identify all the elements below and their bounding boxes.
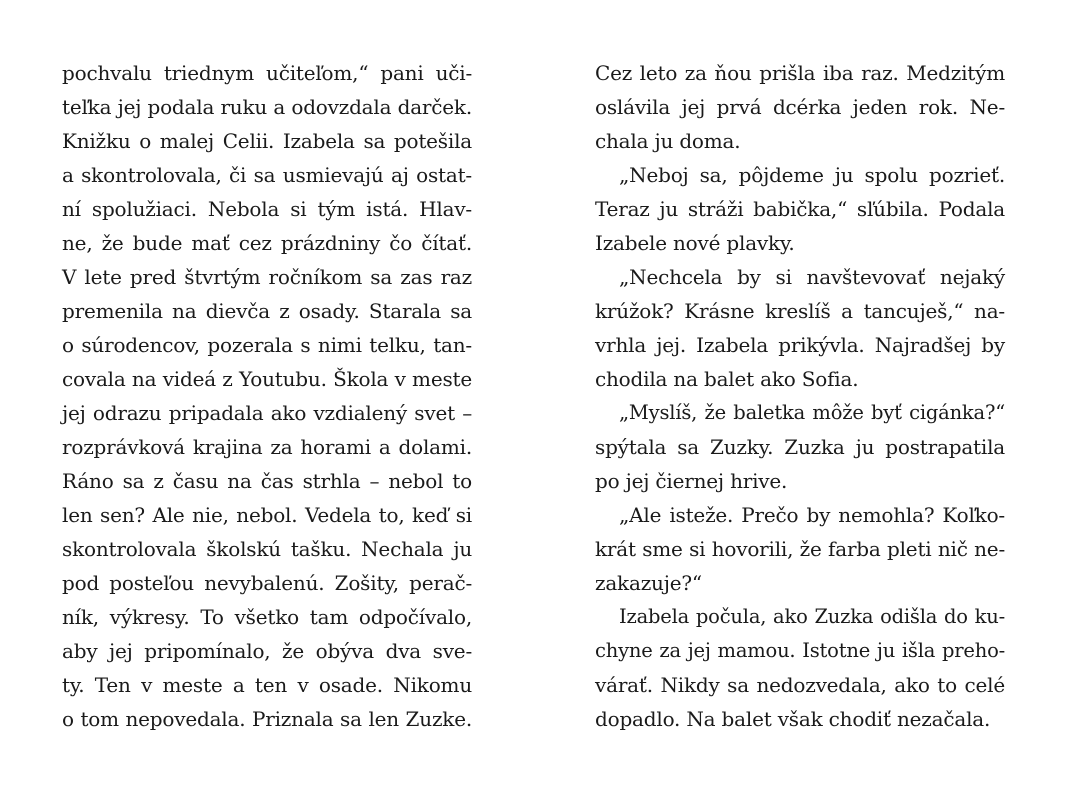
text-line: o súrodencov, pozerala s nimi telku, tan- <box>62 333 472 357</box>
text-line: spýtala sa Zuzky. Zuzka ju postrapatila <box>595 435 1005 459</box>
text-line: Ráno sa z času na čas strhla – nebol to <box>62 469 472 493</box>
text-line: jej odrazu pripadala ako vzdialený svet – <box>62 401 472 425</box>
text-line: covala na videá z Youtubu. Škola v meste <box>62 367 472 391</box>
left-page <box>62 56 472 736</box>
text-line: dopadlo. Na balet však chodiť nezačala. <box>595 707 991 731</box>
text-line: ne, že bude mať cez prázdniny čo čítať. <box>62 231 472 255</box>
text-line: Teraz ju stráži babička,“ sľúbila. Podala <box>595 197 1005 221</box>
right-page <box>595 56 1005 736</box>
text-line: oslávila jej prvá dcérka jeden rok. Ne- <box>595 95 1005 119</box>
text-line: Knižku o malej Celii. Izabela sa potešila <box>62 129 472 153</box>
text-line: aby jej pripomínalo, že obýva dva sve- <box>62 639 472 663</box>
text-line: ní spolužiaci. Nebola si tým istá. Hlav- <box>62 197 472 221</box>
text-line: len sen? Ale nie, nebol. Vedela to, keď si <box>62 503 472 527</box>
text-line: vrhla jej. Izabela prikývla. Najradšej by <box>595 333 1005 357</box>
text-line: rozprávková krajina za horami a dolami. <box>62 435 472 459</box>
text-line: „Myslíš, že baletka môže byť cigánka?“ <box>619 401 1005 424</box>
text-line: várať. Nikdy sa nedozvedala, ako to celé <box>595 673 1005 697</box>
text-line: zakazuje?“ <box>595 571 702 595</box>
text-line: krúžok? Krásne kreslíš a tancuješ,“ na- <box>595 299 1005 323</box>
text-line: po jej čiernej hrive. <box>595 469 788 493</box>
text-line: ník, výkresy. To všetko tam odpočívalo, <box>62 605 472 629</box>
text-line: Izabele nové plavky. <box>595 231 795 255</box>
text-line: „Nechcela by si navštevovať nejaký <box>619 265 1005 289</box>
text-line: ty. Ten v meste a ten v osade. Nikomu <box>62 673 472 697</box>
text-line: pod posteľou nevybalenú. Zošity, perač- <box>62 571 472 595</box>
text-line: „Ale isteže. Prečo by nemohla? Koľko- <box>619 503 1005 527</box>
text-line: pochvalu triednym učiteľom,“ pani uči- <box>62 61 472 85</box>
text-line: premenila na dievča z osady. Starala sa <box>62 299 472 323</box>
text-line: chala ju doma. <box>595 129 741 153</box>
text-line: chyne za jej mamou. Istotne ju išla preho- <box>595 639 1005 662</box>
text-line: skontrolovala školskú tašku. Nechala ju <box>62 537 472 561</box>
text-line: Izabela počula, ako Zuzka odišla do ku- <box>619 605 1005 628</box>
text-line: teľka jej podala ruku a odovzdala darček. <box>62 95 472 119</box>
text-line: Cez leto za ňou prišla iba raz. Medzitým <box>595 61 1005 85</box>
text-line: krát sme si hovorili, že farba pleti nič ne- <box>595 537 1005 561</box>
text-line: o tom nepovedala. Priznala sa len Zuzke. <box>62 707 472 731</box>
text-line: a skontrolovala, či sa usmievajú aj ostat- <box>62 163 472 187</box>
text-line: „Neboj sa, pôjdeme ju spolu pozrieť. <box>619 163 1005 187</box>
text-line: chodila na balet ako Sofia. <box>595 367 859 391</box>
text-line: V lete pred štvrtým ročníkom sa zas raz <box>62 265 472 289</box>
